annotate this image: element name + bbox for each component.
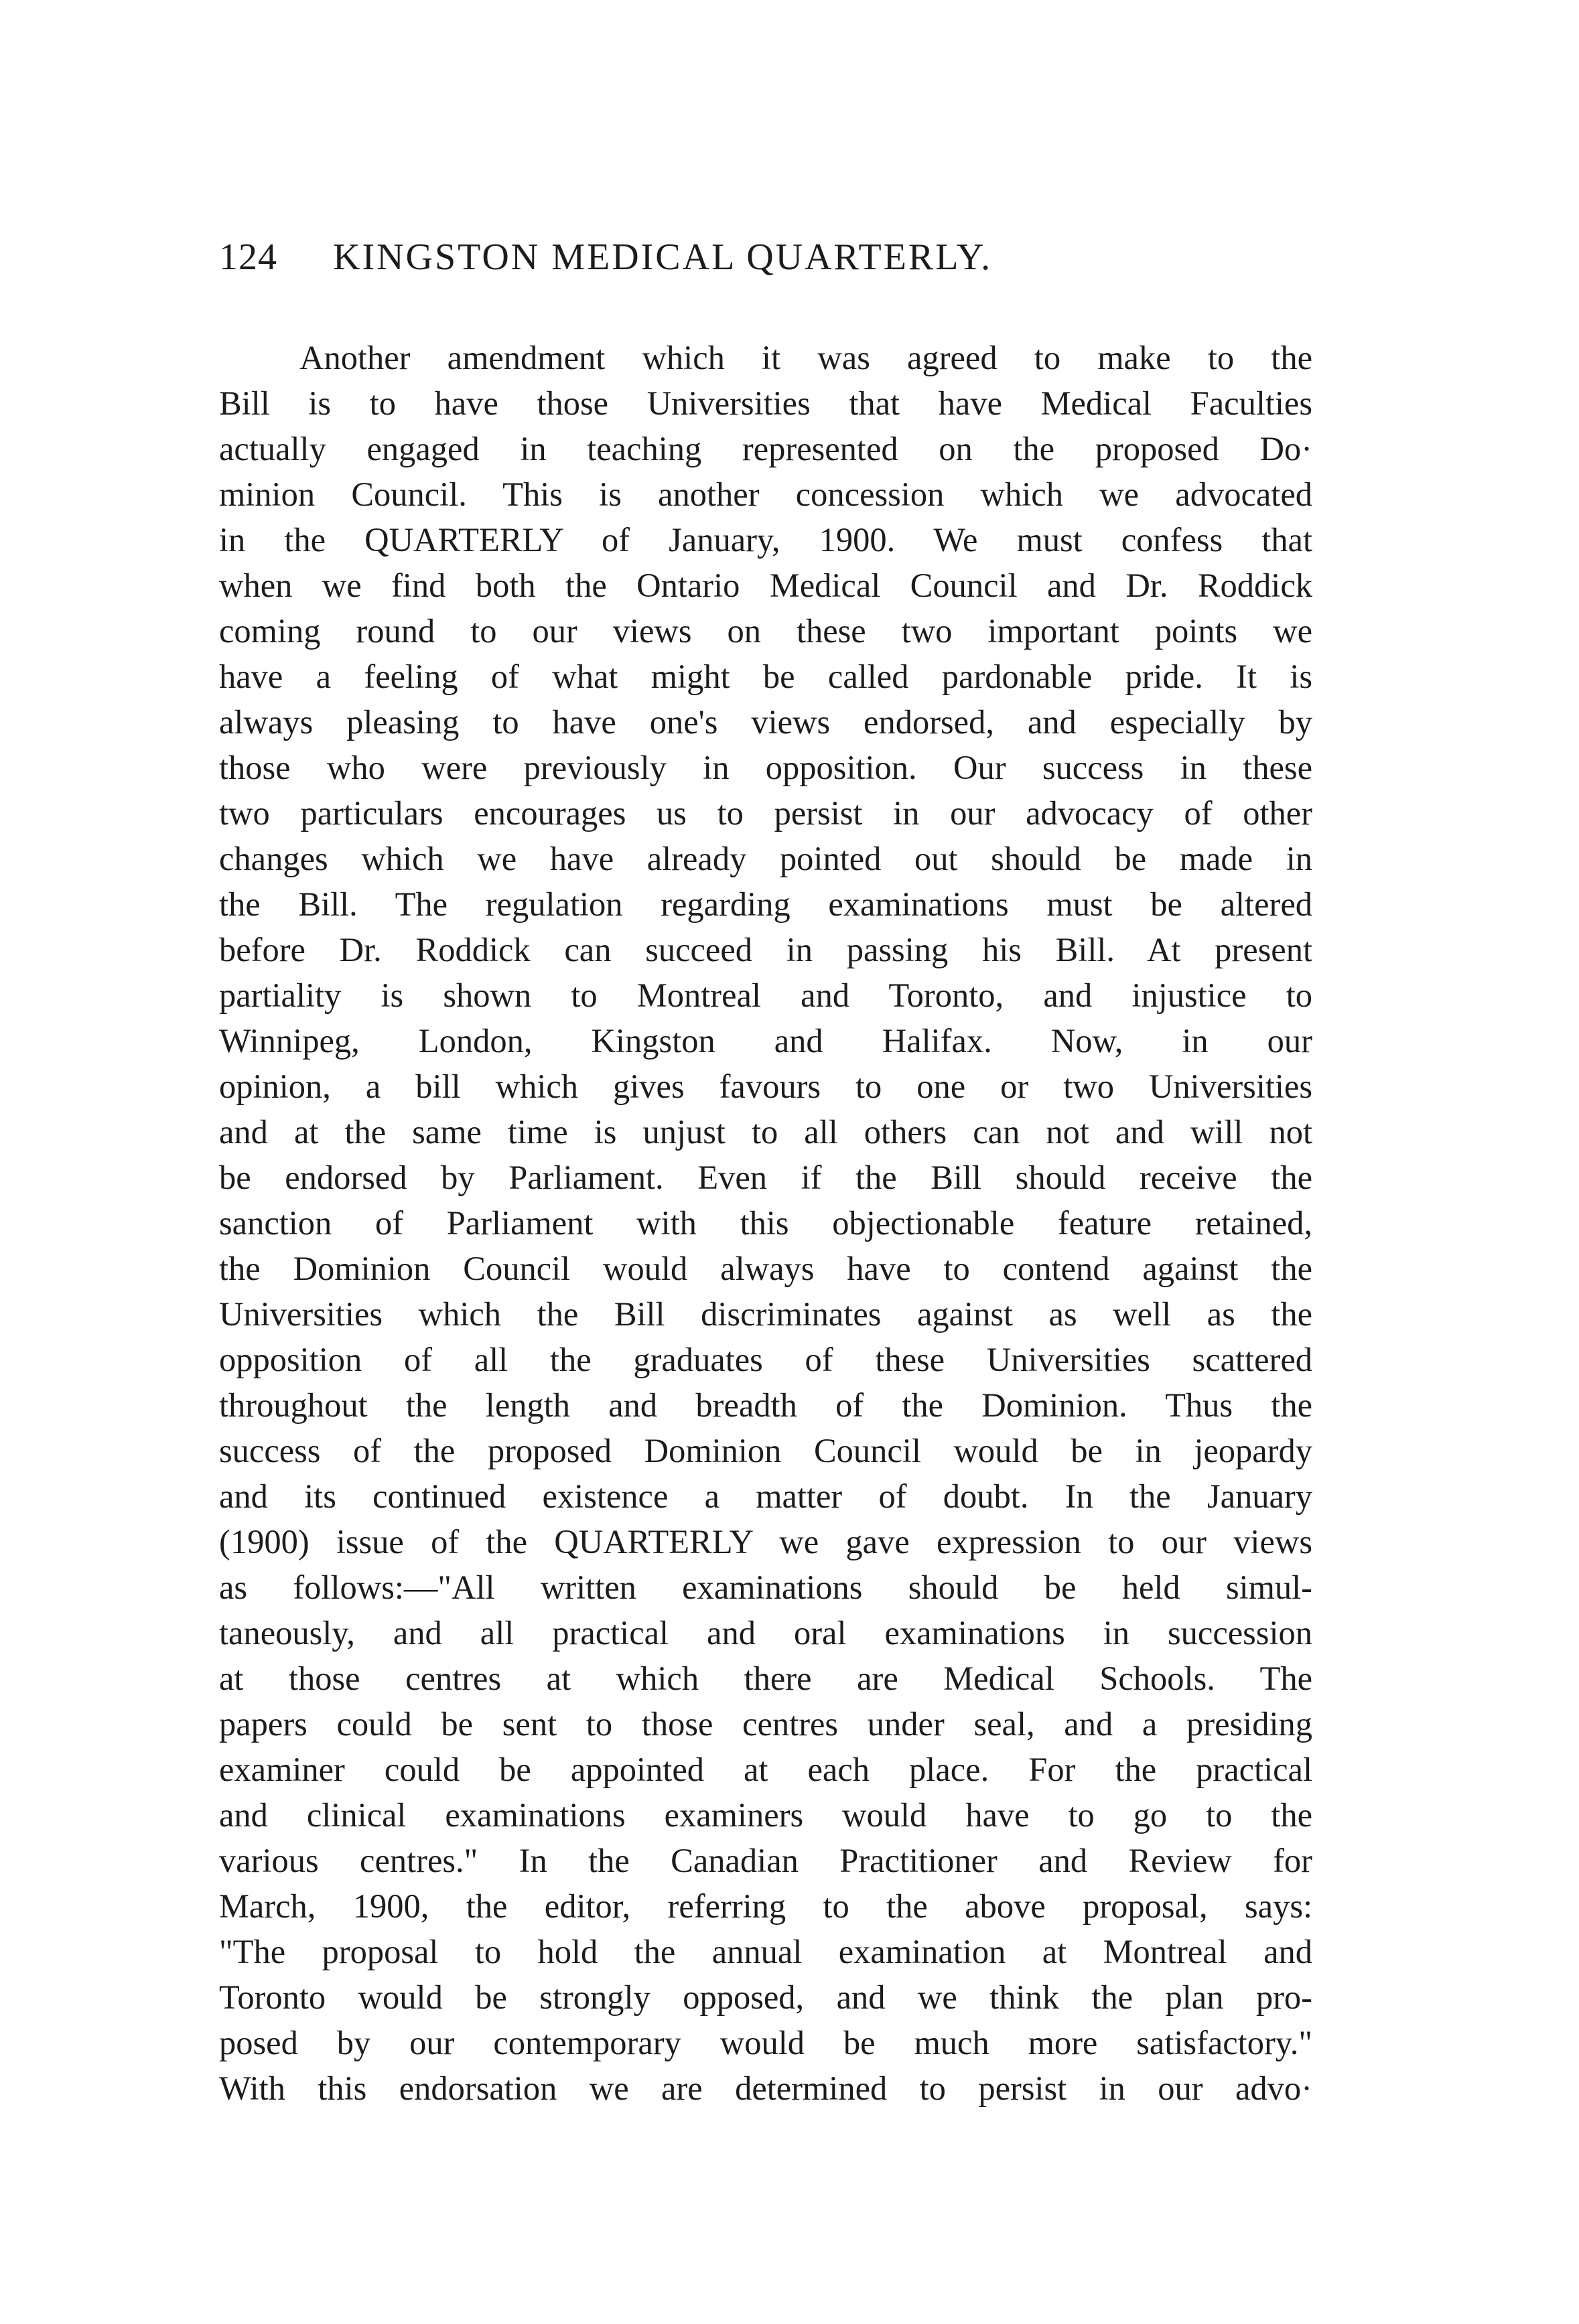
body-text [219, 335, 1312, 2111]
text-line: (1900) issue of the QUARTERLY we gave expression to our views [219, 1523, 1312, 1560]
text-line: always pleasing to have one's views endorsed, and especially by [219, 703, 1312, 741]
text-line: those who were previously in opposition. Our success in these [219, 749, 1312, 786]
text-line: throughout the length and breadth of the Dominion. Thus the [219, 1386, 1312, 1424]
text-line: examiner could be appointed at each place. For the practical [219, 1751, 1312, 1788]
text-line: coming round to our views on these two important points we [219, 612, 1312, 650]
text-line: papers could be sent to those centres under seal, and a presiding [219, 1705, 1312, 1743]
text-line: Winnipeg, London, Kingston and Halifax. Now, in our [219, 1022, 1312, 1060]
running-head: KINGSTON MEDICAL QUARTERLY. [333, 236, 993, 278]
text-line: and its continued existence a matter of doubt. In the January [219, 1477, 1312, 1515]
text-line: when we find both the Ontario Medical Council and Dr. Roddick [219, 567, 1312, 604]
text-line: Universities which the Bill discriminates against as well as the [219, 1295, 1312, 1333]
text-line: two particulars encourages us to persist in our advocacy of other [219, 794, 1312, 832]
text-line: sanction of Parliament with this objectionable feature retained, [219, 1204, 1312, 1242]
text-line: in the QUARTERLY of January, 1900. We must confess that [219, 521, 1312, 559]
text-line: before Dr. Roddick can succeed in passing his Bill. At present [219, 931, 1312, 968]
text-line: minion Council. This is another concession which we advocated [219, 476, 1312, 513]
text-line: various centres." In the Canadian Practitioner and Review for [219, 1842, 1312, 1879]
text-line: Toronto would be strongly opposed, and we think the plan pro- [219, 1978, 1312, 2016]
text-line: March, 1900, the editor, referring to the above proposal, says: [219, 1887, 1312, 1925]
text-line: success of the proposed Dominion Council would be in jeopardy [219, 1432, 1312, 1469]
text-line: opinion, a bill which gives favours to one or two Universities [219, 1068, 1312, 1105]
page-number: 124 [219, 236, 277, 278]
text-line: the Dominion Council would always have to contend against the [219, 1250, 1312, 1287]
text-line: and at the same time is unjust to all others can not and will not [219, 1113, 1312, 1151]
text-line: opposition of all the graduates of these Universities scattered [219, 1341, 1312, 1378]
text-line: taneously, and all practical and oral examinations in succession [219, 1614, 1312, 1652]
text-line: have a feeling of what might be called pardonable pride. It is [219, 658, 1312, 695]
text-line: actually engaged in teaching represented on the proposed Do· [219, 430, 1312, 467]
text-line: and clinical examinations examiners would have to go to the [219, 1796, 1312, 1834]
text-line: at those centres at which there are Medical Schools. The [219, 1660, 1312, 1697]
text-line: the Bill. The regulation regarding examinations must be altered [219, 885, 1312, 923]
text-line: Another amendment which it was agreed to make to the [299, 339, 1312, 376]
text-line: be endorsed by Parliament. Even if the Bill should receive the [219, 1159, 1312, 1196]
text-line: Bill is to have those Universities that have Medical Faculties [219, 384, 1312, 422]
text-line: partiality is shown to Montreal and Toronto, and injustice to [219, 976, 1312, 1014]
text-line: With this endorsation we are determined to persist in our advo· [219, 2069, 1312, 2107]
text-line: changes which we have already pointed out should be made in [219, 840, 1312, 877]
page-header [219, 236, 1312, 289]
text-line: as follows:—"All written examinations should be held simul- [219, 1569, 1312, 1606]
text-line: posed by our contemporary would be much more satisfactory." [219, 2024, 1312, 2061]
text-line: "The proposal to hold the annual examination at Montreal and [219, 1933, 1312, 1970]
